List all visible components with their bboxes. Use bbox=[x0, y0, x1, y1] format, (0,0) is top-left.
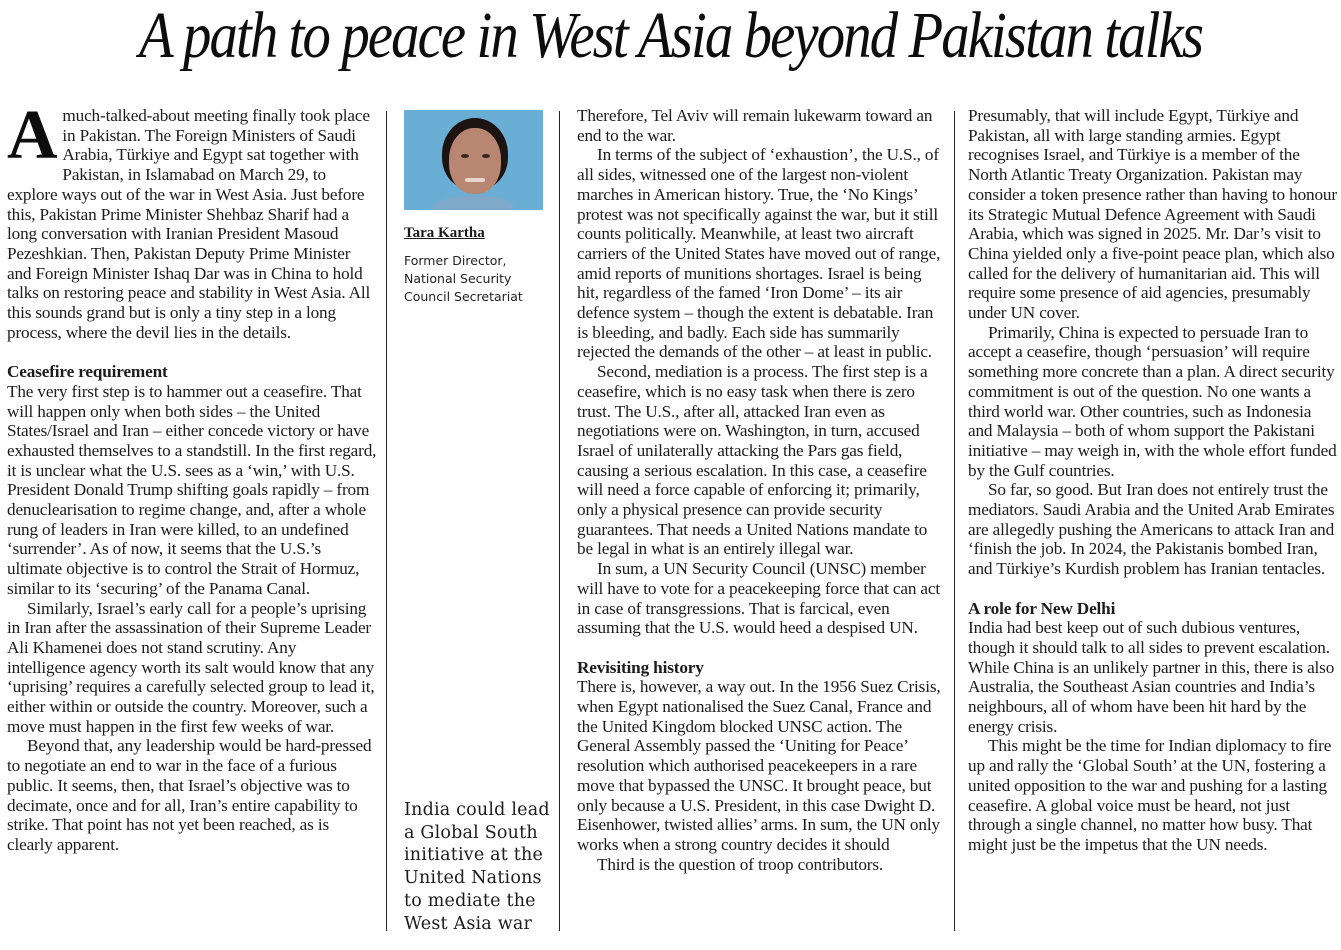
photo-shoulders bbox=[434, 196, 514, 210]
paragraph: Second, mediation is a process. The first step is a ceasefire, which is no easy task when there is zero trust. The U.S., after all, attacked Iran even as negotiations were on. Washington, in turn, accused Israel of unilaterally attacking the Pars gas field, causing a serious escalation. In this case, a ceasefire will need a force capable of enforcing it; primarily, only a physical presence can provide security guarantees. That needs a United Nations mandate to be legal in what is an entirely illegal war. bbox=[577, 362, 928, 559]
paragraph: Third is the question of troop contributors. bbox=[597, 854, 884, 874]
paragraph: Beyond that, any leadership would be hard-pressed to negotiate an end to war in the face of a furious public. It seems, then, that Israel’s objective was to decimate, once and for all, Iran’s entire capability to strike. That point has not yet been reached, as is clearly apparent. bbox=[7, 736, 372, 854]
paragraph: This might be the time for Indian diplomacy to fire up and rally the ‘Global South’ at the UN, fostering a united opposition to the war and pushing for a lasting ceasefire. A global voice must be heard, not just through a single channel, no matter how busy. That might just be the impetus that the UN needs. bbox=[968, 736, 1332, 854]
intro-paragraph bbox=[7, 97, 377, 342]
author-role: Former Director, National Security Council Secretariat bbox=[404, 253, 523, 304]
paragraph: So far, so good. But Iran does not entirely trust the mediators. Saudi Arabia and the United Arab Emirates are allegedly pushing the Americans to attack Iran and ‘finish the job. In 2024, the Pakistanis bombed Iran, and Türkiye’s Kurdish problem has Iranian tentacles. bbox=[968, 480, 1335, 579]
subhead-ceasefire: Ceasefire requirement bbox=[7, 362, 168, 382]
column-divider bbox=[559, 111, 560, 931]
column-divider bbox=[954, 111, 955, 931]
photo-eye bbox=[482, 154, 490, 158]
paragraph: Presumably, that will include Egypt, Türkiye and Pakistan, all with large standing armies. Egypt recognises Israel, and Türkiye is a member of the North Atlantic Treaty Organization. Pakistan may consider a token presence rather than having to honour its Strategic Mutual Defence Agreement with Saudi Arabia, which was signed in 2025. Mr. Dar’s visit to China yielded only a five-point peace plan, which also called for the delivery of humanitarian aid. This will require some presence of aid agencies, presumably under UN cover. bbox=[968, 106, 1337, 323]
paragraph: Primarily, China is expected to persuade Iran to accept a ceasefire, though ‘persuasion’ will require something more concrete than a plan. A direct security commitment is out of the question. No one wants a third world war. Other countries, such as Indonesia and Malaysia – both of whom support the Pakistani initiative – may weigh in, with the whole effort funded by the Gulf countries. bbox=[968, 322, 1337, 480]
headline: A path to peace in West Asia beyond Pakistan talks bbox=[138, 0, 1203, 72]
subhead-role-new-delhi: A role for New Delhi bbox=[968, 598, 1116, 618]
author-photo bbox=[404, 110, 543, 210]
subhead-revisiting-history: Revisiting history bbox=[577, 657, 704, 677]
drop-cap: A bbox=[7, 97, 58, 174]
paragraph: India had best keep out of such dubious ventures, though it should talk to all sides to prevent escalation. While China is an unlikely partner in this, there is also Australia, the Southeast Asian countries and India’s neighbours, all of whom have been hit hard by the energy crisis. bbox=[968, 618, 1335, 736]
author-box bbox=[404, 110, 549, 306]
paragraph: The very first step is to hammer out a ceasefire. That will happen only when both sides – the United States/Israel and Iran – either concede victory or have exhausted themselves to a standstill. In the first regard, it is unclear what the U.S. sees as a ‘win,’ with U.S. President Donald Trump shifting goals rapidly – from denuclearisation to regime change, and, after a whole rung of leaders in Iran were killed, to an undefined ‘surrender’. As of now, it seems that the U.S.’s ultimate objective is to control the Strait of Hormuz, similar to its ‘securing’ of the Panama Canal. bbox=[7, 381, 377, 598]
paragraph: In sum, a UN Security Council (UNSC) member will have to vote for a peacekeeping force that can act in case of transgressions. That is farcical, even assuming that the U.S. would heed a despised UN. bbox=[577, 559, 941, 638]
author-name-link[interactable]: Tara Kartha bbox=[404, 225, 485, 241]
column-divider bbox=[386, 111, 387, 931]
paragraph: There is, however, a way out. In the 1956 Suez Crisis, when Egypt nationalised the Suez Canal, France and the United Kingdom blocked UNSC action. The General Assembly passed the ‘Uniting for Peace’ resolution which authorised peacekeepers in a rare move that bypassed the UNSC. It brought peace, but only because a U.S. President, in this case Dwight D. Eisenhower, twisted allies’ arms. In sum, the UN only works when a strong country decides it should bbox=[577, 677, 941, 854]
photo-mouth bbox=[465, 178, 485, 182]
photo-eye bbox=[461, 154, 469, 158]
article-column-1 bbox=[7, 97, 377, 855]
photo-face bbox=[449, 128, 501, 194]
paragraph: Therefore, Tel Aviv will remain lukewarm toward an end to the war. bbox=[577, 106, 933, 145]
paragraph: In terms of the subject of ‘exhaustion’, the U.S., of all sides, witnessed one of the largest non-violent marches in American history. True, the ‘No Kings’ protest was not specifically against the war, but it still counts politically. Meanwhile, at least two aircraft carriers of the United States have moved out of range, amid reports of munitions shortages. Israel is being hit, regardless of the famed ‘Iron Dome’ – its air defence system – though the extent is debatable. Iran is bleeding, and badly. Each side has summarily rejected the demands of the other – at least in public. bbox=[577, 145, 941, 362]
article-column-4 bbox=[968, 106, 1338, 855]
pull-quote: India could lead a Global South initiative at the United Nations to mediate the West Asia war bbox=[404, 800, 550, 934]
article-column-3 bbox=[577, 106, 945, 874]
paragraph: Similarly, Israel’s early call for a people’s uprising in Iran after the assassination of their Supreme Leader Ali Khamenei does not stand scrutiny. Any intelligence agency worth its salt would know that any ‘uprising’ requires a carefully selected group to lead it, either within or outside the country. Moreover, such a move must happen in the first few weeks of war. bbox=[7, 598, 375, 736]
intro-text: much-talked-about meeting finally took place in Pakistan. The Foreign Ministers of Saudi Arabia, Türkiye and Egypt sat together with Pakistan, in Islamabad on March 29, to explore ways out of the war in West Asia. Just before this, Pakistan Prime Minister Shehbaz Sharif had a long conversation with Iranian President Masoud Pezeshkian. Then, Pakistan Deputy Prime Minister and Foreign Minister Ishaq Dar was in China to hold talks on restoring peace and stability in West Asia. All this sounds grand but is only a tiny step in a long process, where the devil lies in the details. bbox=[7, 106, 371, 342]
